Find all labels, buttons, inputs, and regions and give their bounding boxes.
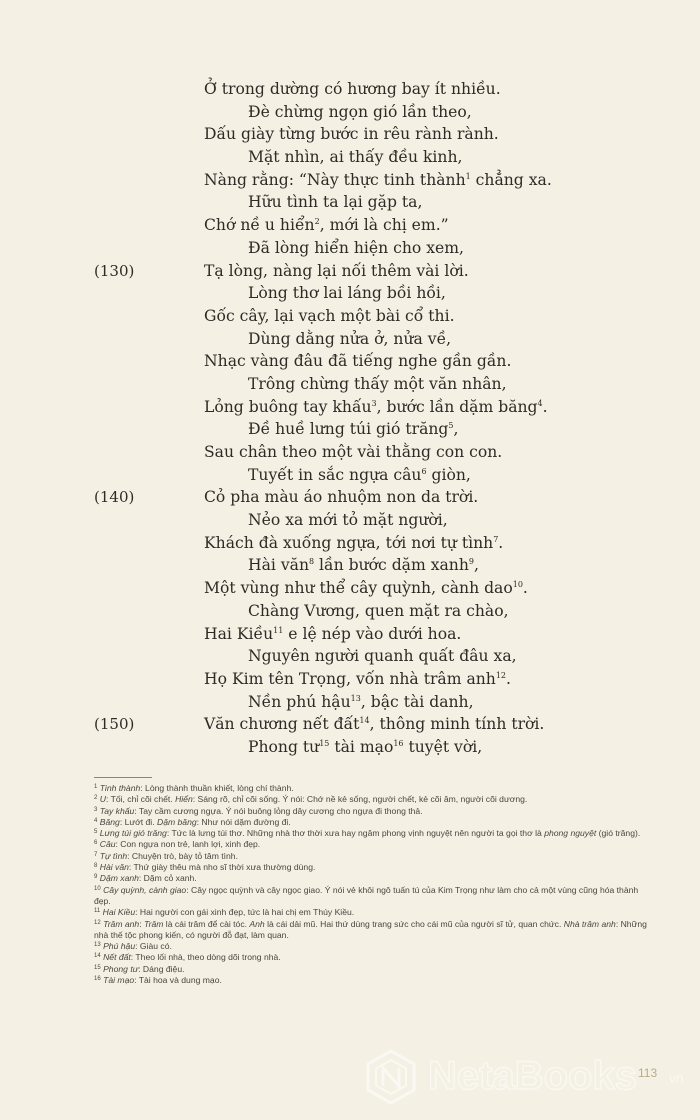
footnote	[94, 783, 654, 794]
footnote	[94, 873, 654, 884]
footnote-number: 8	[94, 863, 98, 870]
verse-text	[248, 373, 507, 396]
text-run: giòn,	[426, 465, 471, 484]
poem-line	[0, 645, 700, 668]
footnote	[94, 907, 654, 918]
italic-term: Trâm	[144, 918, 164, 929]
text-run: Chớ nề u hiển	[204, 216, 315, 235]
text-run: Nẻo xa mới tỏ mặt người,	[248, 511, 448, 530]
text-run: : Tài hoa và dung mạo.	[134, 975, 222, 986]
line-number: (140)	[94, 488, 135, 507]
text-run: Nền phú hậu	[248, 692, 351, 711]
text-run: Họ Kim tên Trọng, vốn nhà trâm anh	[204, 669, 496, 688]
italic-term: Phong tư	[103, 963, 139, 974]
italic-term: Anh	[249, 918, 265, 929]
text-run: : Tức là lưng túi thơ. Những nhà thơ thời xưa hay ngâm phong vịnh nguyệt nên người ta gọi thơ là	[166, 828, 545, 839]
footnote-number: 1	[94, 784, 98, 790]
poem-line	[0, 418, 700, 441]
text-run: : Lòng thành thuần khiết, lòng chí thành.	[140, 783, 294, 793]
text-run: (gió trăng).	[596, 828, 641, 839]
footnote	[94, 964, 654, 975]
verse-text	[204, 623, 461, 646]
footnote-ref: 5	[448, 421, 454, 431]
italic-term: Tài mạo	[103, 975, 135, 986]
italic-term: Cây quỳnh, cành giao	[103, 884, 187, 895]
italic-term: Câu	[99, 839, 116, 850]
text-run: Tạ lòng, nàng lại nối thêm vài lời.	[204, 261, 469, 280]
text-run: Mặt nhìn, ai thấy đều kinh,	[248, 148, 463, 167]
italic-term: Trâm anh	[103, 918, 140, 929]
text-run: : Dáng điệu.	[138, 963, 185, 974]
text-run: e lệ nép vào dưới hoa.	[283, 624, 462, 643]
italic-term: Tay khấu	[99, 805, 135, 816]
text-run: Đã lòng hiển hiện cho xem,	[248, 238, 464, 257]
verse-text	[248, 600, 509, 623]
text-run: là cái trâm để cài tóc.	[163, 918, 250, 929]
poem-line	[0, 464, 700, 487]
poem-body	[0, 78, 700, 759]
poem-line	[0, 713, 700, 736]
footnote-ref: 12	[495, 670, 507, 680]
footnote-number: 9	[94, 874, 98, 881]
poem-line	[0, 146, 700, 169]
text-run: tuyệt vời,	[403, 737, 483, 756]
italic-term: Tinh thành	[99, 783, 141, 793]
verse-text	[248, 736, 482, 759]
footnote-number: 12	[94, 919, 101, 926]
poem-line	[0, 486, 700, 509]
verse-text	[248, 191, 422, 214]
footnote	[94, 828, 654, 839]
footnote	[94, 851, 654, 862]
footnote-number: 16	[94, 976, 101, 983]
italic-term: Nết đất	[103, 952, 131, 963]
text-run: Một vùng như thể cây quỳnh, cành dao	[204, 579, 513, 598]
footnote-number: 2	[94, 795, 98, 802]
poem-line	[0, 123, 700, 146]
italic-term: Tự tình	[99, 850, 128, 861]
poem-line	[0, 396, 700, 419]
verse-text	[248, 237, 464, 260]
text-run: Lỏng buông tay khấu	[204, 397, 372, 416]
poem-line	[0, 282, 700, 305]
text-run: Sau chân theo một vài thằng con con.	[204, 443, 503, 461]
text-run: : Cây ngọc quỳnh và cây ngọc giao. Ý nói vẻ khôi ngô tuấn tú của Kim Trọng như làm cho cả một vùng cũng hóa thành đẹp.	[94, 884, 639, 906]
text-run: Khách đà xuống ngựa, tới nơi tự tình	[204, 533, 494, 552]
text-run: : Con ngựa non trẻ, lanh lợi, xinh đẹp.	[115, 839, 261, 850]
poem-line	[0, 600, 700, 623]
footnote	[94, 862, 654, 873]
poem-line	[0, 191, 700, 214]
poem-line	[0, 169, 700, 192]
text-run: Nguyên người quanh quất đâu xa,	[248, 647, 517, 666]
text-run: : Theo lối nhà, theo dòng dõi trong nhà.	[130, 952, 281, 963]
italic-term: Hài văn	[99, 862, 129, 873]
footnote-ref: 9	[468, 557, 474, 567]
footnote-number: 11	[94, 908, 101, 915]
footnote-ref: 6	[421, 466, 427, 476]
text-run: Nàng rằng: “Này thực tinh thành	[204, 170, 466, 189]
italic-term: phong nguyệt	[544, 828, 597, 839]
poem-line	[0, 78, 700, 101]
text-run: Dùng dằng nửa ở, nửa về,	[248, 329, 452, 348]
verse-text	[248, 101, 472, 124]
text-run: ,	[474, 556, 479, 575]
text-run: : Tay cầm cương ngựa. Ý nói buông lỏng dây cương cho ngựa đi thong thả.	[134, 805, 423, 816]
footnote	[94, 839, 654, 850]
poem-line	[0, 532, 700, 555]
footnote-ref: 8	[309, 557, 315, 567]
italic-term: Nhà trâm anh	[563, 918, 616, 929]
italic-term: Dặm băng	[157, 816, 197, 827]
text-run: Hài văn	[248, 556, 309, 575]
text-run: Đề huề lưng túi gió trăng	[248, 420, 449, 439]
poem-line	[0, 736, 700, 759]
verse-text	[248, 418, 458, 441]
verse-text	[204, 396, 548, 419]
italic-term: Phú hậu	[103, 941, 136, 952]
verse-text	[204, 713, 544, 736]
footnote	[94, 885, 654, 908]
poem-line	[0, 305, 700, 328]
verse-text	[204, 668, 511, 691]
italic-term: Băng	[99, 816, 120, 827]
text-run: : Lướt đi.	[119, 816, 157, 827]
text-run: Trông chừng thấy một văn nhân,	[248, 374, 507, 393]
text-run: : Chuyện trò, bày tỏ tâm tình.	[127, 850, 238, 861]
verse-text	[204, 78, 501, 101]
footnote	[94, 806, 654, 817]
italic-term: Dặm xanh	[99, 873, 139, 884]
text-run: Lòng thơ lai láng bồi hồi,	[248, 284, 446, 303]
text-run: là cái dải mũ. Hai thứ dùng trang sức cho cái mũ của người sĩ tử, quan chức.	[264, 918, 564, 929]
text-run: .	[498, 533, 504, 552]
text-run: : Sáng rõ, chỉ cõi sống. Ý nói: Chớ nề kẻ sống, người chết, kẻ cõi âm, người cõi dương.	[192, 794, 528, 805]
text-run: ,	[453, 420, 459, 439]
line-number: (150)	[94, 715, 135, 734]
verse-text	[204, 123, 499, 146]
text-run: Chàng Vương, quen mặt ra chào,	[248, 601, 509, 620]
footnote	[94, 919, 654, 942]
poem-line	[0, 577, 700, 600]
netabooks-watermark	[362, 1046, 692, 1108]
verse-text	[204, 486, 478, 509]
footnote-divider	[94, 777, 152, 778]
text-run: Văn chương nết đất	[204, 715, 360, 734]
text-run: Phong tư	[248, 737, 320, 756]
text-run: Đè chừng ngọn gió lần theo,	[248, 102, 472, 121]
footnote-ref: 11	[273, 625, 284, 635]
footnote-number: 14	[94, 953, 101, 960]
poem-line	[0, 350, 700, 373]
verse-text	[204, 260, 469, 283]
text-run: Nhạc vàng đâu đã tiếng nghe gần gần.	[204, 352, 512, 371]
footnote-ref: 13	[350, 693, 361, 703]
text-run: tài mạo	[329, 737, 394, 756]
footnote-ref: 1	[465, 171, 471, 181]
footnote-ref: 2	[314, 217, 320, 227]
verse-text	[204, 350, 511, 373]
watermark-brand: NetaBooks	[428, 1054, 637, 1098]
line-number: (130)	[94, 261, 135, 280]
text-run: : Những nhà thế tộc phong kiến, có người đỗ đạt, làm quan.	[94, 918, 647, 940]
text-run: : Dặm cỏ xanh.	[138, 873, 197, 884]
italic-term: Hiển	[175, 794, 193, 805]
text-run: : Tối, chỉ cõi chết.	[105, 794, 176, 805]
text-run: .	[542, 397, 548, 416]
verse-text	[204, 441, 502, 464]
text-run: Hữu tình ta lại gặp ta,	[248, 193, 423, 212]
poem-line	[0, 260, 700, 283]
footnote-ref: 7	[493, 534, 499, 544]
footnote-ref: 14	[359, 716, 370, 726]
verse-text	[204, 577, 528, 600]
footnote-ref: 10	[512, 580, 523, 590]
verse-text	[248, 691, 474, 714]
footnote-number: 13	[94, 942, 101, 949]
poem-line	[0, 441, 700, 464]
poem-line	[0, 373, 700, 396]
text-run: :	[139, 918, 144, 929]
footnote-number: 3	[94, 806, 98, 813]
text-run: Ở trong dường có hương bay ít nhiều.	[204, 80, 501, 98]
verse-text	[248, 328, 451, 351]
verse-text	[204, 169, 552, 192]
footnote	[94, 975, 654, 986]
poem-line	[0, 509, 700, 532]
watermark-tld: .vn	[665, 1070, 684, 1086]
verse-text	[248, 282, 446, 305]
verse-text	[248, 146, 462, 169]
verse-text	[204, 532, 503, 555]
poem-line	[0, 214, 700, 237]
footnotes	[94, 783, 654, 986]
text-run: .	[506, 669, 511, 688]
poem-line	[0, 328, 700, 351]
verse-text	[248, 645, 517, 668]
footnote	[94, 794, 654, 805]
text-run: : Như nói dặm đường đi.	[196, 816, 291, 827]
italic-term: U	[99, 794, 106, 805]
poem-line	[0, 691, 700, 714]
netabooks-logo-icon	[362, 1048, 420, 1106]
italic-term: Hai Kiều	[102, 907, 136, 918]
page-number: 113	[638, 1066, 658, 1080]
poem-line	[0, 237, 700, 260]
footnote	[94, 952, 654, 963]
text-run: chẳng xa.	[470, 170, 552, 189]
poem-line	[0, 554, 700, 577]
poem-line	[0, 101, 700, 124]
footnote	[94, 817, 654, 828]
footnote-ref: 3	[371, 398, 377, 408]
text-run: Tuyết in sắc ngựa câu	[248, 465, 422, 484]
footnote-number: 7	[94, 851, 98, 858]
text-run: , bậc tài danh,	[360, 692, 474, 711]
text-run: Dấu giày từng bước in rêu rành rành.	[204, 125, 499, 144]
footnote-ref: 15	[319, 738, 330, 748]
verse-text	[248, 554, 479, 577]
footnote-number: 10	[94, 885, 101, 892]
text-run: , mới là chị em.”	[319, 216, 449, 235]
text-run: .	[522, 579, 528, 598]
footnote-ref: 16	[393, 738, 404, 748]
footnote-number: 5	[94, 829, 98, 836]
verse-text	[248, 509, 448, 532]
text-run: Cỏ pha màu áo nhuộm non da trời.	[204, 488, 479, 507]
footnote	[94, 941, 654, 952]
footnote-number: 6	[94, 840, 98, 847]
poem-line	[0, 668, 700, 691]
verse-text	[204, 214, 449, 237]
footnote-number: 15	[94, 964, 101, 971]
text-run: , thông minh tính trời.	[369, 715, 545, 734]
text-run: : Hai người con gái xinh đẹp, tức là hai chị em Thúy Kiều.	[135, 907, 355, 918]
text-run: , bước lần dặm băng	[376, 397, 538, 416]
footnote-ref: 4	[537, 398, 543, 408]
text-run: lần bước dặm xanh	[314, 556, 469, 575]
footnote-number: 4	[94, 817, 98, 824]
italic-term: Lưng túi gió trăng	[99, 828, 167, 839]
text-run: : Giàu có.	[135, 941, 172, 952]
verse-text	[204, 305, 455, 328]
text-run: Gốc cây, lại vạch một bài cổ thi.	[204, 306, 455, 325]
text-run: Hai Kiều	[204, 624, 274, 643]
text-run: : Thứ giày thêu mà nho sĩ thời xưa thường dùng.	[128, 862, 316, 873]
verse-text	[248, 464, 471, 487]
poem-line	[0, 623, 700, 646]
